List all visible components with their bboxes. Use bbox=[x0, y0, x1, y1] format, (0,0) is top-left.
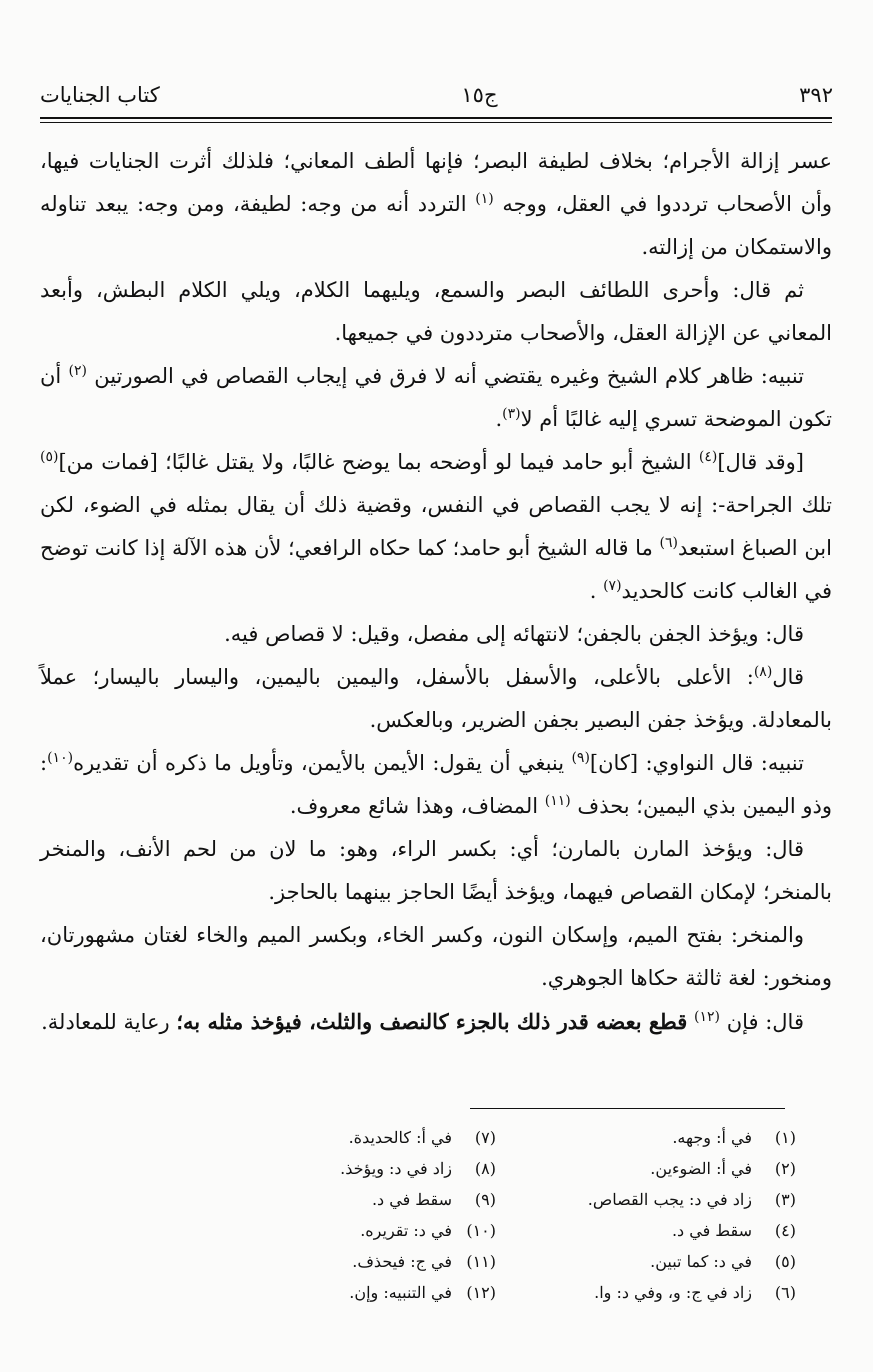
note-ref: (٥) bbox=[40, 449, 59, 465]
note-ref: (٦) bbox=[659, 535, 678, 551]
footnote-text: سقط في د. bbox=[371, 1190, 452, 1209]
paragraph: ثم قال: وأحرى اللطائف البصر والسمع، ويليهما الكلام، ويلي الكلام البطش، وأبعد المعاني عن الإزالة العقل، والأصحاب مترددون في جميعها. bbox=[40, 278, 832, 345]
footnote-number: (٧) bbox=[474, 1128, 496, 1147]
footnote-number: (١٠) bbox=[466, 1221, 496, 1240]
page-header bbox=[40, 80, 833, 110]
footnote-item bbox=[546, 1215, 796, 1246]
footnote-text: زاد في د: ويؤخذ. bbox=[340, 1159, 452, 1178]
note-ref: (٢) bbox=[68, 363, 87, 379]
footnote-number: (٦) bbox=[774, 1283, 796, 1302]
footnotes bbox=[240, 1122, 796, 1308]
footnote-item bbox=[546, 1246, 796, 1277]
note-ref: (١٠) bbox=[47, 750, 74, 766]
footnote-text: في د: تقريره. bbox=[360, 1221, 452, 1240]
footnote-text: زاد في د: يجب القصاص. bbox=[587, 1190, 752, 1209]
footnote-item bbox=[546, 1122, 796, 1153]
footnote-number: (٥) bbox=[774, 1252, 796, 1271]
note-ref: (٨) bbox=[753, 664, 773, 680]
note-ref: (٣) bbox=[502, 406, 521, 422]
footnote-text: سقط في د. bbox=[671, 1221, 752, 1240]
note-ref: (١٢) bbox=[694, 1009, 720, 1025]
bold-matn: قطع بعضه قدر ذلك بالجزء كالنصف والثلث، فيؤخذ مثله به؛ bbox=[176, 1009, 688, 1034]
paragraph: والمنخر: بفتح الميم، وإسكان النون، وكسر الخاء، وبكسر الميم والخاء لغتان مشهورتان، ومنخور: لغة ثالثة حكاها الجوهري. bbox=[40, 923, 832, 990]
note-ref: (١) bbox=[475, 191, 494, 207]
footnote-number: (٤) bbox=[774, 1221, 796, 1240]
footnote-item bbox=[546, 1277, 796, 1308]
note-ref: (٧) bbox=[603, 578, 622, 594]
paragraph: قال$^{(٨)}$: الأعلى بالأعلى، والأسفل بالأسفل، واليمين باليمين، واليسار باليسار؛ عملاً بالمعادلة. ويؤخذ جفن البصير بجفن الضرير، وبالعكس. bbox=[40, 664, 832, 732]
footnote-number: (٨) bbox=[474, 1159, 496, 1178]
footnote-item bbox=[246, 1122, 496, 1153]
footnote-text: في د: كما تبين. bbox=[650, 1252, 752, 1271]
paragraph: [وقد قال]$^{(٤)}$ الشيخ أبو حامد فيما لو أوضحه بما يوضح غالبًا، ولا يقتل غالبًا؛ [فمات من]$^{(٥)}$ تلك الجراحة-: إنه لا يجب القصاص في النفس، وقضية ذلك أن يقال بمثله في الضوء، لكن ابن الصباغ استبعد$^{(٦)}$ ما قاله الشيخ أبو حامد؛ كما حكاه الرافعي؛ لأن هذه الآلة إذا كانت توضح في الغالب كانت كالحديد$^{(٧)}$ . bbox=[40, 449, 832, 603]
footnote-item bbox=[246, 1153, 496, 1184]
footnote-item bbox=[546, 1184, 796, 1215]
main-text bbox=[40, 140, 832, 1044]
footnote-text: في أ: الضوءين. bbox=[650, 1159, 752, 1178]
note-ref: (٤) bbox=[698, 449, 718, 465]
footnote-item bbox=[546, 1153, 796, 1184]
footnote-number: (٢) bbox=[774, 1159, 796, 1178]
paragraph: قال: ويؤخذ الجفن بالجفن؛ لانتهائه إلى مفصل، وقيل: لا قصاص فيه. bbox=[224, 622, 804, 646]
footnote-item bbox=[246, 1215, 496, 1246]
header-rule-thin bbox=[40, 122, 832, 123]
paragraph: قال: ويؤخذ المارن بالمارن؛ أي: بكسر الراء، وهو: ما لان من لحم الأنف، والمنخر بالمنخر؛ لإمكان القصاص فيهما، ويؤخذ أيضًا الحاجز بينهما بالحاجز. bbox=[40, 837, 832, 904]
footnote-text: زاد في ج: و، وفي د: وا. bbox=[594, 1283, 752, 1302]
footnote-text: في التنبيه: وإن. bbox=[349, 1283, 452, 1302]
footnote-item bbox=[246, 1277, 496, 1308]
footnote-text: في ج: فيحذف. bbox=[352, 1252, 452, 1271]
footnote-number: (١) bbox=[774, 1128, 796, 1147]
header-rule bbox=[40, 117, 832, 119]
paragraph: قال: فإن $^{(١٢)}$ قطع بعضه قدر ذلك بالجزء كالنصف والثلث، فيؤخذ مثله به؛ رعاية للمعادلة. bbox=[41, 1009, 804, 1034]
chapter-title: كتاب الجنايات bbox=[40, 83, 160, 107]
footnotes-column-left bbox=[246, 1122, 496, 1308]
paragraph: تنبيه: ظاهر كلام الشيخ وغيره يقتضي أنه لا فرق في إيجاب القصاص في الصورتين $^{(٢)}$ أن تكون الموضحة تسري إليه غالبًا أم لا$^{(٣)}$. bbox=[40, 363, 832, 431]
note-ref: (٩) bbox=[571, 750, 590, 766]
footnote-number: (٩) bbox=[474, 1190, 496, 1209]
footnote-item bbox=[246, 1246, 496, 1277]
footnotes-column-right bbox=[546, 1122, 796, 1308]
page-number: ٣٩٢ bbox=[799, 83, 833, 107]
paragraph: عسر إزالة الأجرام؛ بخلاف لطيفة البصر؛ فإنها ألطف المعاني؛ فلذلك أثرت الجنايات فيها، وأن الأصحاب ترددوا في العقل، ووجه $^{(١)}$ التردد أنه من وجه: لطيفة، ومن وجه: يبعد تناوله والاستمكان من إزالته. bbox=[40, 149, 832, 259]
footnote-number: (١٢) bbox=[466, 1283, 496, 1302]
footnote-text: في أ: وجهه. bbox=[672, 1128, 752, 1147]
footnote-rule bbox=[470, 1108, 785, 1109]
footnote-item bbox=[246, 1184, 496, 1215]
paragraph: تنبيه: قال النواوي: [كان]$^{(٩)}$ ينبغي أن يقول: الأيمن بالأيمن، وتأويل ما ذكره أن تقديره$^{(١٠)}$: وذو اليمين بذي اليمين؛ بحذف $^{(١١)}$ المضاف، وهذا شائع معروف. bbox=[40, 750, 832, 818]
footnote-number: (٣) bbox=[774, 1190, 796, 1209]
footnote-text: في أ: كالحديدة. bbox=[348, 1128, 452, 1147]
note-ref: (١١) bbox=[544, 793, 571, 809]
volume-label: ج١٥ bbox=[461, 83, 498, 107]
footnote-number: (١١) bbox=[466, 1252, 496, 1271]
